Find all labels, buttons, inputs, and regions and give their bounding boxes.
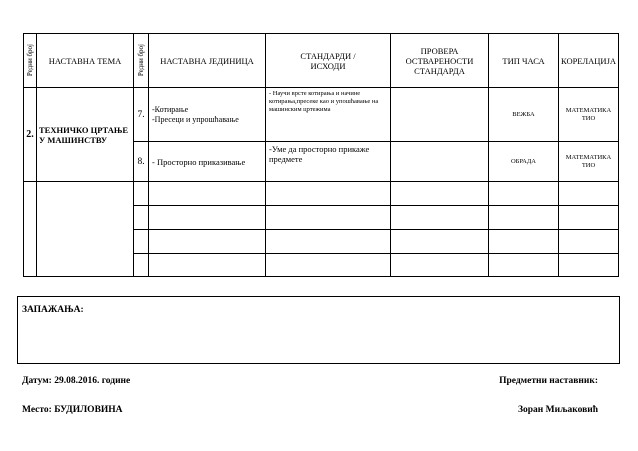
empty-cell — [134, 206, 149, 230]
place-text: Место: БУДИЛОВИНА — [22, 405, 123, 415]
header-correlation: КОРЕЛАЦИЈА — [559, 34, 619, 88]
teacher-name: Зоран Миљаковић — [518, 405, 598, 415]
theme-number: 2. — [24, 88, 37, 182]
lesson-correlation: МАТЕМАТИКА ТИО — [559, 88, 619, 142]
notes-label: ЗАПАЖАЊА: — [22, 305, 84, 315]
empty-cell — [149, 230, 266, 254]
empty-cell — [489, 230, 559, 254]
empty-cell — [266, 230, 391, 254]
lesson-type: ВЕЖБА — [489, 88, 559, 142]
header-row — [24, 34, 619, 88]
empty-cell — [266, 206, 391, 230]
empty-cell — [266, 182, 391, 206]
header-theme: НАСТАВНА ТЕМА — [37, 34, 134, 88]
lesson-standard: - Научи врсте котирања и начине котирања,пресеке као и упошћавање на машинским цртежима — [266, 88, 391, 142]
header-row-number-1: Редни број — [24, 34, 37, 88]
teacher-label: Предметни наставник: — [499, 376, 598, 386]
empty-cell — [489, 182, 559, 206]
lesson-verification — [391, 142, 489, 182]
empty-cell — [134, 254, 149, 277]
empty-row — [24, 182, 619, 206]
theme-title: ТЕХНИЧКО ЦРТАЊЕ У МАШИНСТВУ — [37, 88, 134, 182]
lesson-number: 8. — [134, 142, 149, 182]
notes-box — [17, 296, 620, 364]
empty-cell — [149, 182, 266, 206]
lesson-number: 7. — [134, 88, 149, 142]
lesson-plan-table — [23, 33, 619, 277]
empty-cell — [391, 230, 489, 254]
lesson-unit: - Просторно приказивање — [149, 142, 266, 182]
empty-cell — [559, 182, 619, 206]
header-verification: ПРОВЕРА ОСТВАРЕНОСТИ СТАНДАРДА — [391, 34, 489, 88]
empty-cell — [559, 254, 619, 277]
empty-cell — [489, 254, 559, 277]
empty-cell — [266, 254, 391, 277]
empty-cell — [37, 182, 134, 277]
empty-cell — [391, 254, 489, 277]
header-row-number-2: Редни број — [134, 34, 149, 88]
empty-cell — [134, 230, 149, 254]
empty-cell — [24, 182, 37, 277]
header-type: ТИП ЧАСА — [489, 34, 559, 88]
date-text: Датум: 29.08.2016. године — [22, 376, 131, 386]
empty-cell — [149, 254, 266, 277]
empty-cell — [391, 182, 489, 206]
lesson-correlation: МАТЕМАТИКА ТИО — [559, 142, 619, 182]
header-unit: НАСТАВНА ЈЕДИНИЦА — [149, 34, 266, 88]
empty-cell — [134, 182, 149, 206]
header-standards: СТАНДАРДИ / ИСХОДИ — [266, 34, 391, 88]
empty-cell — [559, 206, 619, 230]
lesson-type: ОБРАДА — [489, 142, 559, 182]
empty-cell — [489, 206, 559, 230]
empty-cell — [149, 206, 266, 230]
empty-cell — [559, 230, 619, 254]
lesson-unit: -Котирање -Пресеци и упрошћавање — [149, 88, 266, 142]
lesson-verification — [391, 88, 489, 142]
empty-cell — [391, 206, 489, 230]
lesson-standard: -Уме да просторно прикаже предмете — [266, 142, 391, 182]
table-row — [24, 88, 619, 142]
